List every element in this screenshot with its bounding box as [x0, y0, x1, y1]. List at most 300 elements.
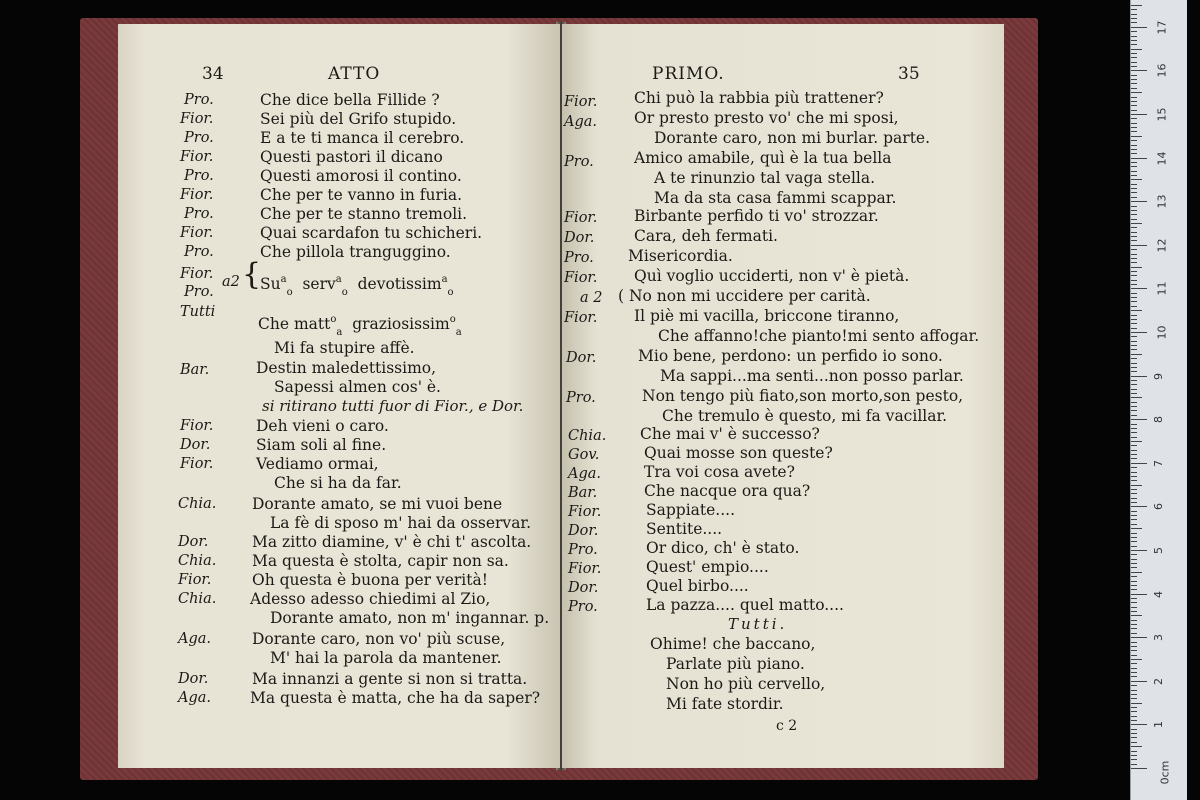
ruler-tick	[1131, 240, 1137, 241]
ruler-tick	[1131, 14, 1137, 15]
verse-line: Ma innanzi a gente si non si tratta.	[252, 670, 528, 688]
ruler-tick	[1131, 537, 1137, 538]
ruler-tick	[1131, 367, 1137, 368]
ruler-tick	[1131, 511, 1137, 512]
right-page-number: 35	[898, 64, 920, 84]
ruler-tick	[1131, 655, 1137, 656]
ruler-tick	[1131, 493, 1137, 494]
ruler-tick	[1131, 419, 1147, 420]
ruler-tick	[1131, 88, 1137, 89]
ruler-tick	[1131, 528, 1142, 529]
ruler-tick	[1131, 158, 1147, 159]
signature-mark: c 2	[776, 718, 798, 734]
verse-line: Questi amorosi il contino.	[260, 167, 462, 185]
verse-line: Quì voglio ucciderti, non v' è pietà.	[634, 267, 910, 285]
ruler-tick	[1131, 563, 1137, 564]
ruler-tick	[1131, 402, 1137, 403]
ruler-tick	[1131, 271, 1137, 272]
ruler-tick	[1131, 384, 1137, 385]
verse-line: Sapessi almen cos' è.	[274, 378, 441, 396]
ruler-tick	[1131, 445, 1137, 446]
ruler-tick	[1131, 114, 1147, 115]
ruler-tick	[1131, 393, 1137, 394]
ruler-tick	[1131, 171, 1137, 172]
verse-line: Ma questa è stolta, capir non sa.	[252, 552, 509, 570]
verse-line: Che pillola tranguggino.	[260, 243, 451, 261]
ruler-tick	[1131, 480, 1137, 481]
ruler-tick	[1131, 354, 1142, 355]
ruler-tick	[1131, 502, 1137, 503]
verse-line: La fè di sposo m' hai da osservar.	[270, 514, 532, 532]
ruler-tick	[1131, 576, 1137, 577]
ruler-tick	[1131, 22, 1137, 23]
speaker: Dor.	[568, 523, 599, 539]
speaker: Pro.	[568, 599, 598, 615]
verse-line: Amico amabile, quì è la tua bella	[634, 149, 892, 167]
verse-line: Sappiate....	[646, 501, 736, 519]
ruler-tick	[1131, 371, 1137, 372]
ruler-tick	[1131, 254, 1137, 255]
speaker: Pro.	[184, 206, 214, 222]
ruler-tick	[1131, 79, 1137, 80]
ruler-tick	[1131, 659, 1142, 660]
ruler-tick	[1131, 345, 1137, 346]
ruler-tick	[1131, 554, 1137, 555]
ruler-unit-label: 0cm	[1158, 760, 1172, 785]
ruler-tick	[1131, 751, 1137, 752]
speaker: Fior.	[180, 418, 214, 434]
ruler-tick	[1131, 615, 1142, 616]
speaker: Fior.	[564, 310, 598, 326]
ruler-tick	[1131, 101, 1137, 102]
ruler-tick	[1131, 210, 1137, 211]
speaker: Fior.	[568, 504, 602, 520]
ruler-tick	[1131, 184, 1137, 185]
ruler-tick	[1131, 349, 1137, 350]
ruler-tick	[1131, 166, 1137, 167]
ruler-tick	[1131, 219, 1137, 220]
ruler-tick	[1131, 127, 1137, 128]
ruler-tick	[1131, 506, 1147, 507]
ruler-tick	[1131, 376, 1147, 377]
verse-line: Che per te stanno tremoli.	[260, 205, 468, 223]
ruler-tick	[1131, 415, 1137, 416]
ruler-tick	[1131, 602, 1137, 603]
verse-line: Misericordia.	[628, 247, 733, 265]
verse-line: Cara, deh fermati.	[634, 227, 778, 245]
ruler-tick	[1131, 301, 1137, 302]
ruler-number: 7	[1152, 459, 1165, 467]
speaker: Chia.	[178, 496, 217, 512]
verse-line: Adesso adesso chiedimi al Zio,	[250, 590, 491, 608]
ruler-tick	[1131, 397, 1142, 398]
speaker: Pro.	[568, 542, 598, 558]
ruler-tick	[1131, 746, 1142, 747]
ruler-number: 3	[1152, 634, 1165, 642]
speaker: Pro.	[184, 284, 214, 300]
ruler-tick	[1131, 53, 1137, 54]
ruler-tick	[1131, 293, 1137, 294]
ruler-tick	[1131, 441, 1142, 442]
ruler-tick	[1131, 197, 1137, 198]
ruler-tick	[1131, 406, 1137, 407]
ruler-number: 11	[1155, 281, 1169, 296]
ruler-tick	[1131, 83, 1137, 84]
speaker: Aga.	[178, 690, 212, 706]
verse-line: Questi pastori il dicano	[260, 148, 443, 166]
ruler-tick	[1131, 162, 1137, 163]
ruler-number: 5	[1152, 547, 1165, 554]
ruler-tick	[1131, 546, 1137, 547]
ruler-tick	[1131, 646, 1137, 647]
stage-direction: si ritirano tutti fuor di Fior., e Dor.	[262, 397, 524, 415]
ruler-tick	[1131, 232, 1137, 233]
verse-line: A te rinunzio tal vaga stella.	[654, 169, 876, 187]
speaker: Pro.	[564, 250, 594, 266]
ruler-tick	[1131, 284, 1137, 285]
ruler-tick	[1131, 275, 1137, 276]
ruler-tick	[1131, 541, 1137, 542]
ruler-tick	[1131, 336, 1137, 337]
ruler-tick	[1131, 267, 1142, 268]
ruler-tick	[1131, 249, 1137, 250]
speaker: Fior.	[180, 225, 214, 241]
curly-brace-icon: {	[242, 257, 262, 292]
ruler-tick	[1131, 297, 1137, 298]
verse-line: E a te ti manca il cerebro.	[260, 129, 465, 147]
ruler-number: 9	[1152, 372, 1165, 380]
ruler-tick	[1131, 437, 1137, 438]
ruler-tick	[1131, 245, 1147, 246]
ruler-tick	[1131, 410, 1137, 411]
speaker: Fior.	[180, 111, 214, 127]
verse-line: Ohime! che baccano,	[650, 635, 816, 653]
ruler-tick	[1131, 467, 1137, 468]
ruler-tick	[1131, 36, 1137, 37]
tutti-line: Che matt$^o_a$ graziosissim$^o_a$	[258, 314, 462, 338]
ruler-tick	[1131, 676, 1137, 677]
verse-line: Birbante perfido ti vo' strozzar.	[634, 207, 879, 225]
ruler-tick	[1131, 585, 1137, 586]
speaker: Bar.	[180, 362, 210, 378]
ruler-tick	[1131, 650, 1137, 651]
verse-line: Che tremulo è questo, mi fa vacillar.	[662, 407, 948, 425]
speaker: Fior.	[568, 561, 602, 577]
duet-marker: a 2	[580, 290, 603, 306]
ruler-tick	[1131, 380, 1137, 381]
ruler-number: 1	[1152, 721, 1165, 729]
ruler-tick	[1131, 179, 1142, 180]
ruler-tick	[1131, 633, 1137, 634]
verse-line: Tra voi cosa avete?	[644, 463, 795, 481]
speaker: Dor.	[180, 437, 211, 453]
verse-line: Parlate più piano.	[666, 655, 805, 673]
verse-line: Or presto presto vo' che mi sposi,	[634, 109, 899, 127]
ruler-tick	[1131, 31, 1137, 32]
left-running-header: ATTO	[328, 64, 381, 84]
speaker: Pro.	[184, 92, 214, 108]
ruler-tick	[1131, 432, 1137, 433]
ruler-tick	[1131, 201, 1147, 202]
ruler-tick	[1131, 519, 1137, 520]
ruler-tick	[1131, 192, 1137, 193]
speaker: Fior.	[180, 456, 214, 472]
verse-line: ( No non mi uccidere per carità.	[618, 287, 871, 305]
ruler-tick	[1131, 581, 1137, 582]
ruler-tick	[1131, 458, 1137, 459]
ruler-number: 17	[1155, 20, 1169, 35]
verse-line: Il piè mi vacilla, briccone tiranno,	[634, 307, 900, 325]
ruler-tick	[1131, 498, 1137, 499]
right-running-header: PRIMO.	[652, 64, 725, 84]
ruler-tick	[1131, 428, 1137, 429]
verse-line: Destin maledettissimo,	[256, 359, 437, 377]
ruler-tick	[1131, 40, 1137, 41]
speaker: Chia.	[178, 553, 217, 569]
speaker: Chia.	[568, 428, 607, 444]
ruler-tick	[1131, 358, 1137, 359]
verse-line: Sentite....	[646, 520, 723, 538]
ruler-tick	[1131, 694, 1137, 695]
ruler-tick	[1131, 685, 1137, 686]
verse-line: Ma zitto diamine, v' è chi t' ascolta.	[252, 533, 532, 551]
ruler-tick	[1131, 550, 1147, 551]
ruler-tick	[1131, 524, 1137, 525]
ruler-tick	[1131, 768, 1147, 769]
ruler-tick	[1131, 223, 1142, 224]
ruler-number: 8	[1152, 416, 1165, 424]
verse-line: Mi fate stordir.	[666, 695, 784, 713]
left-page	[118, 24, 560, 768]
ruler-tick	[1131, 175, 1137, 176]
verse-line: Ma da sta casa fammi scappar.	[654, 189, 897, 207]
ruler-tick	[1131, 642, 1137, 643]
speaker: Fior.	[564, 94, 598, 110]
ruler-tick	[1131, 44, 1137, 45]
ruler-tick	[1131, 463, 1147, 464]
ruler-tick	[1131, 49, 1142, 50]
ruler-number: 13	[1155, 194, 1169, 209]
ruler-tick	[1131, 624, 1137, 625]
ruler-tick	[1131, 105, 1137, 106]
speaker: Bar.	[568, 485, 598, 501]
speaker: Aga.	[564, 114, 598, 130]
ruler-tick	[1131, 66, 1137, 67]
verse-line: Quel birbo....	[646, 577, 749, 595]
ruler-tick	[1131, 515, 1137, 516]
ruler-tick	[1131, 668, 1137, 669]
verse-line: Mi fa stupire affè.	[274, 339, 415, 357]
ruler-tick	[1131, 315, 1137, 316]
verse-line: Mio bene, perdono: un perfido io sono.	[638, 347, 943, 365]
ruler-tick	[1131, 319, 1137, 320]
ruler-tick	[1131, 18, 1137, 19]
verse-line: Oh questa è buona per verità!	[252, 571, 488, 589]
ruler-tick	[1131, 611, 1137, 612]
verse-line: M' hai la parola da mantener.	[270, 649, 502, 667]
speaker: Fior.	[180, 187, 214, 203]
ruler-tick	[1131, 70, 1147, 71]
ruler-tick	[1131, 389, 1137, 390]
ruler-tick	[1131, 628, 1137, 629]
verse-line: Quai mosse son queste?	[644, 444, 833, 462]
ruler-tick	[1131, 136, 1142, 137]
ruler-number: 15	[1155, 107, 1169, 122]
ruler-tick	[1131, 711, 1137, 712]
verse-line: La pazza.... quel matto....	[646, 596, 844, 614]
ruler-tick	[1131, 567, 1137, 568]
verse-line: Che mai v' è successo?	[640, 425, 820, 443]
ruler-tick	[1131, 559, 1137, 560]
ruler-tick	[1131, 598, 1137, 599]
duet-marker: a2	[222, 274, 240, 290]
ruler-number: 14	[1155, 151, 1169, 166]
ruler-tick	[1131, 720, 1137, 721]
verse-line: Quest' empio....	[646, 558, 769, 576]
ruler-tick	[1131, 153, 1137, 154]
ruler-tick	[1131, 227, 1137, 228]
speaker: Gov.	[568, 447, 600, 463]
ruler-tick	[1131, 716, 1137, 717]
ruler-tick	[1131, 594, 1147, 595]
ruler-tick	[1131, 533, 1137, 534]
ruler-tick	[1131, 214, 1137, 215]
verse-line: Dorante caro, non vo' più scuse,	[252, 630, 506, 648]
speaker: Aga.	[178, 631, 212, 647]
verse-line: Che affanno!che pianto!mi sento affogar.	[658, 327, 980, 345]
speaker: Fior.	[564, 210, 598, 226]
ruler-tick	[1131, 681, 1147, 682]
ruler-tick	[1131, 9, 1137, 10]
ruler-tick	[1131, 672, 1137, 673]
speaker: Fior.	[178, 572, 212, 588]
ruler-tick	[1131, 450, 1137, 451]
verse-line: Dorante caro, non mi burlar. parte.	[654, 129, 931, 147]
verse-line: Non tengo più fiato,son morto,son pesto,	[642, 387, 964, 405]
speaker: Fior.	[180, 266, 214, 282]
speaker: Pro.	[184, 244, 214, 260]
ruler-tick	[1131, 323, 1137, 324]
ruler-tick	[1131, 703, 1142, 704]
verse-line: Non ho più cervello,	[666, 675, 826, 693]
ruler-tick	[1131, 92, 1142, 93]
ruler-number: 6	[1152, 503, 1165, 511]
speaker: Dor.	[568, 580, 599, 596]
ruler-tick	[1131, 206, 1137, 207]
speaker: Chia.	[178, 591, 217, 607]
speaker: Dor.	[178, 534, 209, 550]
ruler-tick	[1131, 620, 1137, 621]
speaker: Pro.	[184, 130, 214, 146]
verse-line: Quai scardafon tu schicheri.	[260, 224, 483, 242]
verse-line: Vediamo ormai,	[256, 455, 379, 473]
duet-line: $Su^a_o$ serv$^a_o$ devotissim$^a_o$	[260, 274, 454, 298]
verse-line: Or dico, ch' è stato.	[646, 539, 800, 557]
verse-line: Chi può la rabbia più trattener?	[634, 89, 884, 107]
ruler-tick	[1131, 724, 1147, 725]
ruler-tick	[1131, 131, 1137, 132]
verse-line: Deh vieni o caro.	[256, 417, 389, 435]
ruler-tick	[1131, 707, 1137, 708]
verse-line: Dorante amato, se mi vuoi bene	[252, 495, 503, 513]
verse-line: Sei più del Grifo stupido.	[260, 110, 457, 128]
ruler-tick	[1131, 755, 1137, 756]
ruler-tick	[1131, 310, 1142, 311]
verse-line: Che nacque ora qua?	[644, 482, 811, 500]
ruler-tick	[1131, 607, 1137, 608]
ruler-tick	[1131, 363, 1137, 364]
ruler-tick	[1131, 62, 1137, 63]
ruler-number: 16	[1155, 63, 1169, 78]
ruler-tick	[1131, 764, 1137, 765]
ruler-tick	[1131, 280, 1137, 281]
ruler-tick	[1131, 690, 1137, 691]
ruler-tick	[1131, 306, 1137, 307]
ruler-number: 10	[1155, 325, 1169, 340]
ruler-tick	[1131, 262, 1137, 263]
ruler-tick	[1131, 698, 1137, 699]
ruler-tick	[1131, 729, 1137, 730]
ruler-tick	[1131, 332, 1147, 333]
verse-line: Che dice bella Fillide ?	[260, 91, 440, 109]
ruler-tick	[1131, 424, 1137, 425]
speaker: Aga.	[568, 466, 602, 482]
ruler-tick	[1131, 118, 1137, 119]
ruler-tick	[1131, 489, 1137, 490]
ruler-tick	[1131, 123, 1137, 124]
verse-line: Siam soli al fine.	[256, 436, 387, 454]
ruler-number: 4	[1152, 590, 1165, 598]
verse-line: Ma questa è matta, che ha da saper?	[250, 689, 541, 707]
ruler-tick	[1131, 145, 1137, 146]
ruler-tick	[1131, 140, 1137, 141]
speaker: Pro.	[566, 390, 596, 406]
speaker: Fior.	[564, 270, 598, 286]
ruler-tick	[1131, 97, 1137, 98]
ruler-tick	[1131, 472, 1137, 473]
tutti-heading: Tutti.	[728, 615, 788, 633]
speaker: Pro.	[184, 168, 214, 184]
left-page-number: 34	[202, 64, 224, 84]
ruler-tick	[1131, 288, 1147, 289]
ruler-tick	[1131, 341, 1137, 342]
verse-line: Che si ha da far.	[274, 474, 402, 492]
ruler-tick	[1131, 27, 1147, 28]
ruler-number: 12	[1155, 238, 1169, 253]
ruler-tick	[1131, 5, 1142, 6]
ruler-tick	[1131, 110, 1137, 111]
ruler-tick	[1131, 328, 1137, 329]
ruler-tick	[1131, 149, 1137, 150]
ruler-tick	[1131, 572, 1142, 573]
ruler-tick	[1131, 589, 1137, 590]
ruler-tick	[1131, 188, 1137, 189]
speaker: Pro.	[564, 154, 594, 170]
ruler-tick	[1131, 737, 1137, 738]
ruler-tick	[1131, 742, 1137, 743]
ruler-number: 2	[1152, 677, 1165, 685]
speaker: Dor.	[566, 350, 597, 366]
verse-line: Che per te vanno in furia.	[260, 186, 463, 204]
right-page	[562, 24, 1004, 768]
measurement-ruler	[1130, 0, 1187, 800]
verse-line: Dorante amato, non m' ingannar. p.	[270, 609, 550, 627]
ruler-tick	[1131, 733, 1137, 734]
ruler-tick	[1131, 485, 1142, 486]
speaker: Dor.	[178, 671, 209, 687]
speaker: Tutti	[180, 304, 216, 320]
ruler-tick	[1131, 759, 1137, 760]
